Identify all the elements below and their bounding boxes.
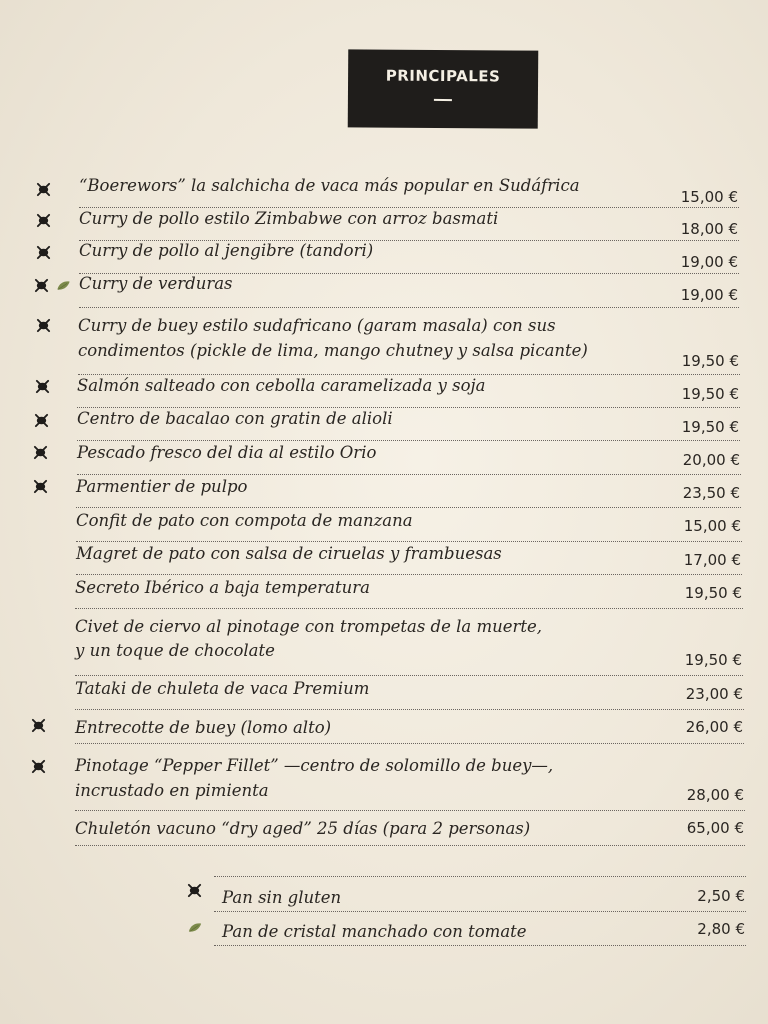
item-name: Secreto Ibérico a baja temperatura (75, 578, 370, 597)
side-divider (214, 945, 746, 946)
item-name-line2: y un toque de chocolate (75, 641, 275, 660)
item-name-line2: condimentos (pickle de lima, mango chutney y salsa picante) (78, 341, 588, 360)
item-name: Tataki de chuleta de vaca Premium (75, 679, 370, 698)
item-price: 19,50 € (684, 584, 742, 602)
item-price: 23,00 € (685, 685, 743, 703)
crossed-wheat-icon (34, 413, 49, 428)
item-price: 19,00 € (680, 253, 738, 271)
item-name: Magret de pato con salsa de ciruelas y frambuesas (76, 544, 502, 563)
item-price: 19,50 € (681, 352, 739, 370)
item-divider (75, 608, 743, 609)
side-name: Pan de cristal manchado con tomate (222, 922, 527, 941)
item-name: Pescado fresco del dia al estilo Orio (77, 443, 377, 462)
item-divider (75, 709, 744, 710)
crossed-wheat-icon (31, 759, 46, 774)
item-name: “Boerewors” la salchicha de vaca más popular en Sudáfrica (79, 176, 580, 195)
side-price: 2,80 € (697, 920, 745, 938)
leaf-icon (186, 921, 204, 935)
item-name: Pinotage “Pepper Fillet” —centro de solomillo de buey—, (75, 756, 554, 775)
item-price: 19,50 € (681, 418, 739, 436)
item-price: 15,00 € (683, 517, 741, 535)
section-title: PRINCIPALES (385, 66, 501, 86)
item-name: Confit de pato con compota de manzana (76, 511, 413, 530)
item-divider (75, 845, 745, 846)
item-price: 19,00 € (680, 286, 738, 304)
item-price: 20,00 € (682, 451, 740, 469)
crossed-wheat-icon (36, 245, 51, 260)
item-name: Civet de ciervo al pinotage con trompetas de la muerte, (75, 617, 543, 636)
item-price: 17,00 € (683, 551, 741, 569)
item-price: 26,00 € (685, 718, 743, 736)
item-name: Entrecotte de buey (lomo alto) (75, 718, 332, 737)
crossed-wheat-icon (35, 379, 50, 394)
item-divider (79, 307, 739, 308)
crossed-wheat-icon (36, 213, 51, 228)
leaf-icon (55, 279, 72, 293)
section-header (348, 49, 539, 128)
item-price: 18,00 € (680, 220, 738, 238)
item-name: Centro de bacalao con gratin de alioli (77, 409, 393, 428)
item-price: 19,50 € (681, 385, 739, 403)
item-name: Curry de pollo al jengibre (tandori) (79, 241, 374, 260)
item-price: 15,00 € (680, 188, 738, 206)
crossed-wheat-icon (33, 445, 48, 460)
item-name: Curry de buey estilo sudafricano (garam masala) con sus (78, 316, 556, 335)
sides-top-divider (214, 876, 746, 877)
item-price: 23,50 € (682, 484, 740, 502)
item-divider (76, 574, 742, 575)
side-name: Pan sin gluten (222, 888, 342, 907)
crossed-wheat-icon (187, 883, 202, 898)
crossed-wheat-icon (34, 278, 49, 293)
item-price: 28,00 € (686, 786, 744, 804)
item-name: Chuletón vacuno “dry aged” 25 días (para 2 personas) (75, 819, 531, 838)
item-name: Curry de verduras (79, 274, 233, 293)
side-divider (214, 911, 746, 912)
item-price: 19,50 € (684, 651, 742, 669)
item-name-line2: incrustado en pimienta (75, 781, 269, 800)
crossed-wheat-icon (36, 318, 51, 333)
crossed-wheat-icon (36, 182, 51, 197)
item-divider (76, 507, 741, 508)
item-name: Salmón salteado con cebolla caramelizada y soja (77, 376, 486, 395)
item-divider (75, 675, 743, 676)
side-price: 2,50 € (697, 887, 745, 905)
item-price: 65,00 € (686, 819, 744, 837)
header-dash (434, 99, 452, 101)
item-name: Parmentier de pulpo (76, 477, 248, 496)
crossed-wheat-icon (33, 479, 48, 494)
crossed-wheat-icon (31, 718, 46, 733)
item-divider (75, 810, 745, 811)
item-divider (75, 743, 744, 744)
item-name: Curry de pollo estilo Zimbabwe con arroz basmati (79, 209, 499, 228)
